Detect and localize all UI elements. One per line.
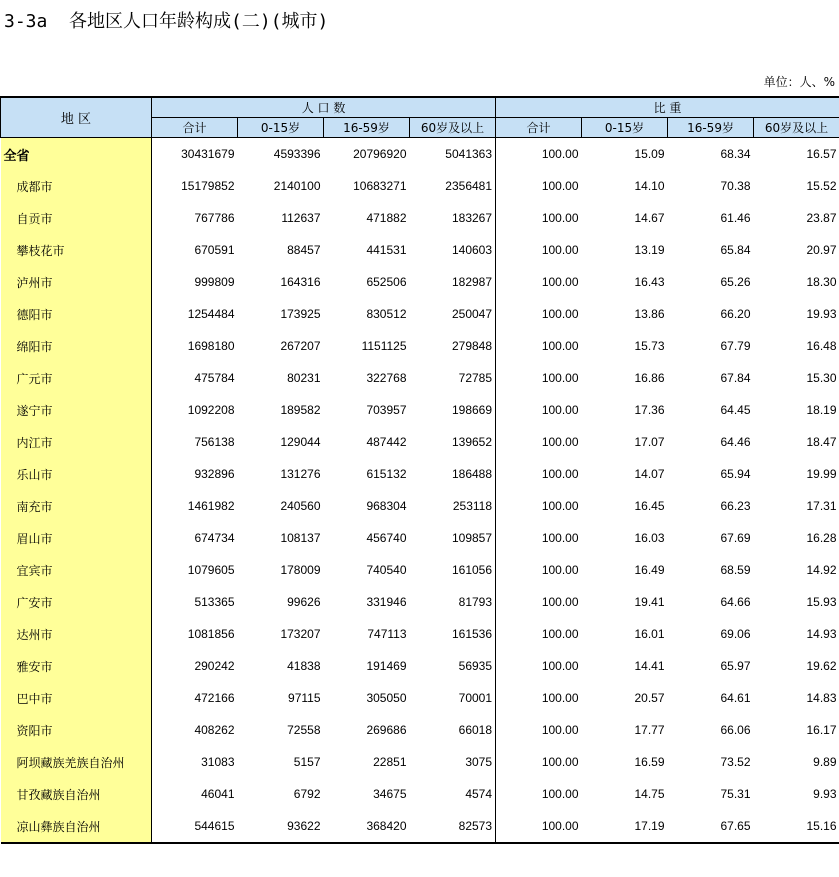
- cell-pop-60plus: 161536: [410, 618, 496, 650]
- cell-ratio-16-59: 69.06: [720, 627, 751, 641]
- cell-ratio-total: 100.00: [541, 467, 579, 481]
- cell-pop-16-59: 968304: [366, 499, 407, 513]
- population-table: [0, 96, 839, 844]
- cell-pop-60plus: 2356481: [410, 170, 496, 202]
- cell-ratio-16-59: 64.46: [720, 435, 751, 449]
- cell-ratio-0-15: 16.01: [634, 627, 665, 641]
- subheader-pop-16-59: 16-59岁: [324, 118, 410, 138]
- cell-ratio-16-59: 67.84: [720, 371, 751, 385]
- cell-pop-60plus: 253118: [410, 490, 496, 522]
- cell-ratio-60plus: 18.19: [806, 403, 837, 417]
- cell-ratio-total: 100.00: [541, 403, 579, 417]
- cell-ratio-total: 100.00: [541, 339, 579, 353]
- region-name: 宜宾市: [1, 554, 152, 586]
- cell-ratio-60plus: 15.93: [806, 595, 837, 609]
- region-name: 甘孜藏族自治州: [1, 778, 152, 810]
- cell-pop-0-15: 240560: [280, 499, 321, 513]
- cell-ratio-total: 100.00: [541, 147, 579, 161]
- cell-pop-0-15: 6792: [293, 787, 321, 801]
- cell-ratio-16-59: 64.45: [720, 403, 751, 417]
- cell-pop-0-15: 112637: [281, 211, 321, 225]
- cell-pop-0-15: 108137: [280, 531, 321, 545]
- region-name: 凉山彝族自治州: [1, 810, 152, 843]
- region-name: 绵阳市: [1, 330, 152, 362]
- table-row: [1, 650, 839, 682]
- cell-ratio-0-15: 14.41: [634, 659, 665, 673]
- cell-ratio-60plus: 19.99: [806, 467, 837, 481]
- cell-ratio-total: 100.00: [541, 723, 579, 737]
- cell-ratio-60plus: 23.87: [806, 211, 837, 225]
- cell-pop-16-59: 305050: [366, 691, 407, 705]
- table-body: [1, 138, 839, 844]
- subheader-ratio-total: 合计: [496, 118, 582, 138]
- cell-pop-16-59: 615132: [366, 467, 407, 481]
- cell-pop-0-15: 41838: [287, 659, 321, 673]
- table-row: [1, 266, 839, 298]
- region-name: 阿坝藏族羌族自治州: [1, 746, 152, 778]
- cell-pop-16-59: 322768: [366, 371, 407, 385]
- table-row: [1, 202, 839, 234]
- cell-ratio-0-15: 16.43: [634, 275, 665, 289]
- cell-pop-total: 1698180: [187, 339, 235, 353]
- cell-pop-0-15: 4593396: [273, 147, 321, 161]
- cell-pop-total: 674734: [194, 531, 235, 545]
- cell-pop-0-15: 131276: [280, 467, 321, 481]
- table-row: [1, 586, 839, 618]
- cell-ratio-16-59: 75.31: [720, 787, 751, 801]
- cell-ratio-16-59: 65.26: [720, 275, 751, 289]
- table-row: [1, 170, 839, 202]
- cell-ratio-16-59: 66.20: [720, 307, 751, 321]
- cell-ratio-total: 100.00: [541, 499, 579, 513]
- cell-ratio-0-15: 16.45: [634, 499, 665, 513]
- cell-pop-total: 290242: [194, 659, 235, 673]
- cell-ratio-60plus: 19.93: [806, 307, 837, 321]
- cell-ratio-60plus: 16.28: [806, 531, 837, 545]
- subheader-pop-0-15: 0-15岁: [238, 118, 324, 138]
- cell-pop-60plus: 70001: [410, 682, 496, 714]
- cell-pop-60plus: 5041363: [410, 138, 496, 171]
- cell-pop-total: 1461982: [187, 499, 235, 513]
- cell-pop-total: 31083: [201, 755, 235, 769]
- cell-ratio-0-15: 14.67: [634, 211, 665, 225]
- table-row: [1, 426, 839, 458]
- cell-ratio-total: 100.00: [541, 595, 579, 609]
- cell-pop-total: 30431679: [181, 147, 235, 161]
- cell-ratio-total: 100.00: [541, 211, 579, 225]
- cell-ratio-60plus: 15.16: [754, 810, 839, 843]
- cell-pop-total: 46041: [201, 787, 235, 801]
- cell-ratio-total: 100.00: [541, 371, 579, 385]
- cell-ratio-total: 100.00: [541, 563, 579, 577]
- table-header: [1, 97, 839, 138]
- table-row: [1, 778, 839, 810]
- cell-pop-0-15: 173925: [280, 307, 321, 321]
- cell-pop-total: 670591: [194, 243, 235, 257]
- cell-ratio-16-59: 61.46: [720, 211, 751, 225]
- cell-pop-0-15: 2140100: [273, 179, 321, 193]
- cell-ratio-total: 100.00: [541, 755, 579, 769]
- cell-pop-total: 544615: [152, 810, 238, 843]
- cell-pop-total: 1092208: [187, 403, 235, 417]
- table-row: [1, 362, 839, 394]
- cell-pop-0-15: 129044: [280, 435, 321, 449]
- cell-pop-60plus: 66018: [410, 714, 496, 746]
- cell-pop-60plus: 109857: [410, 522, 496, 554]
- table-row: [1, 522, 839, 554]
- cell-ratio-0-15: 19.41: [634, 595, 665, 609]
- cell-pop-60plus: 72785: [410, 362, 496, 394]
- cell-ratio-0-15: 16.03: [634, 531, 665, 545]
- cell-pop-60plus: 250047: [410, 298, 496, 330]
- region-header: 地 区: [1, 97, 152, 138]
- cell-ratio-0-15: 17.77: [634, 723, 665, 737]
- cell-pop-0-15: 173207: [280, 627, 321, 641]
- cell-ratio-60plus: 15.30: [806, 371, 837, 385]
- cell-pop-16-59: 331946: [366, 595, 407, 609]
- cell-pop-16-59: 747113: [367, 627, 407, 641]
- cell-ratio-16-59: 67.65: [668, 810, 754, 843]
- cell-ratio-0-15: 17.36: [634, 403, 665, 417]
- region-name: 德阳市: [1, 298, 152, 330]
- region-name: 内江市: [1, 426, 152, 458]
- cell-ratio-60plus: 14.92: [806, 563, 837, 577]
- cell-pop-60plus: 279848: [410, 330, 496, 362]
- cell-pop-60plus: 198669: [410, 394, 496, 426]
- cell-ratio-0-15: 16.59: [634, 755, 665, 769]
- cell-ratio-60plus: 17.31: [806, 499, 837, 513]
- cell-pop-16-59: 441531: [366, 243, 407, 257]
- cell-pop-total: 1079605: [187, 563, 235, 577]
- cell-pop-total: 999809: [194, 275, 235, 289]
- subheader-ratio-0-15: 0-15岁: [582, 118, 668, 138]
- cell-pop-0-15: 189582: [280, 403, 321, 417]
- cell-ratio-0-15: 17.07: [634, 435, 665, 449]
- subheader-pop-60plus: 60岁及以上: [410, 118, 496, 138]
- cell-ratio-60plus: 9.93: [813, 787, 837, 801]
- table-row: [1, 810, 839, 843]
- cell-ratio-0-15: 15.09: [634, 147, 665, 161]
- cell-pop-60plus: 3075: [410, 746, 496, 778]
- table-row: [1, 138, 839, 171]
- cell-ratio-16-59: 67.79: [720, 339, 751, 353]
- page-title: 3-3a 各地区人口年龄构成(二)(城市): [4, 11, 329, 32]
- cell-ratio-16-59: 66.06: [720, 723, 751, 737]
- cell-pop-16-59: 368420: [324, 810, 410, 843]
- region-name: 资阳市: [1, 714, 152, 746]
- cell-ratio-total: 100.00: [541, 435, 579, 449]
- table-row: [1, 458, 839, 490]
- cell-ratio-total: 100.00: [541, 627, 579, 641]
- cell-ratio-60plus: 15.52: [806, 179, 837, 193]
- table-row: [1, 394, 839, 426]
- cell-ratio-total: 100.00: [541, 179, 579, 193]
- cell-pop-0-15: 72558: [287, 723, 321, 737]
- cell-pop-total: 756138: [194, 435, 235, 449]
- subheader-ratio-60plus: 60岁及以上: [754, 118, 839, 138]
- region-name: 遂宁市: [1, 394, 152, 426]
- cell-pop-60plus: 4574: [410, 778, 496, 810]
- cell-ratio-total: 100.00: [541, 275, 579, 289]
- region-name: 广安市: [1, 586, 152, 618]
- cell-ratio-0-15: 16.86: [634, 371, 665, 385]
- cell-pop-0-15: 267207: [280, 339, 321, 353]
- cell-pop-16-59: 191469: [366, 659, 407, 673]
- cell-pop-16-59: 34675: [373, 787, 407, 801]
- cell-ratio-0-15: 16.49: [634, 563, 665, 577]
- cell-ratio-16-59: 64.61: [720, 691, 751, 705]
- cell-pop-total: 408262: [194, 723, 235, 737]
- cell-pop-16-59: 471882: [366, 211, 407, 225]
- region-name: 巴中市: [1, 682, 152, 714]
- cell-ratio-60plus: 18.47: [806, 435, 837, 449]
- cell-pop-16-59: 703957: [366, 403, 407, 417]
- cell-ratio-total: 100.00: [541, 787, 579, 801]
- cell-pop-total: 932896: [194, 467, 235, 481]
- cell-pop-16-59: 740540: [366, 563, 407, 577]
- cell-pop-60plus: 140603: [410, 234, 496, 266]
- region-name: 攀枝花市: [1, 234, 152, 266]
- cell-pop-0-15: 164316: [280, 275, 321, 289]
- cell-ratio-60plus: 9.89: [813, 755, 837, 769]
- table-row: [1, 490, 839, 522]
- cell-pop-0-15: 93622: [238, 810, 324, 843]
- cell-pop-60plus: 183267: [410, 202, 496, 234]
- cell-ratio-0-15: 14.75: [634, 787, 665, 801]
- region-name: 达州市: [1, 618, 152, 650]
- cell-pop-16-59: 487442: [366, 435, 407, 449]
- cell-pop-total: 15179852: [181, 179, 235, 193]
- cell-ratio-60plus: 20.97: [806, 243, 837, 257]
- cell-ratio-60plus: 16.17: [806, 723, 837, 737]
- cell-ratio-16-59: 66.23: [720, 499, 751, 513]
- table-row: [1, 746, 839, 778]
- region-name: 泸州市: [1, 266, 152, 298]
- table-row: [1, 330, 839, 362]
- cell-pop-0-15: 97115: [288, 691, 321, 705]
- table-row: [1, 682, 839, 714]
- cell-ratio-0-15: 14.07: [634, 467, 665, 481]
- cell-pop-60plus: 182987: [410, 266, 496, 298]
- region-name: 自贡市: [1, 202, 152, 234]
- cell-ratio-total: 100.00: [541, 691, 579, 705]
- cell-pop-0-15: 178009: [280, 563, 321, 577]
- cell-pop-60plus: 82573: [410, 810, 496, 843]
- cell-ratio-60plus: 18.30: [806, 275, 837, 289]
- region-name: 广元市: [1, 362, 152, 394]
- table-row: [1, 618, 839, 650]
- region-name: 全省: [1, 138, 152, 171]
- cell-pop-16-59: 10683271: [353, 179, 407, 193]
- cell-ratio-total: 100.00: [541, 659, 579, 673]
- subheader-ratio-16-59: 16-59岁: [668, 118, 754, 138]
- cell-ratio-60plus: 14.93: [806, 627, 837, 641]
- cell-ratio-0-15: 13.19: [634, 243, 665, 257]
- region-name: 雅安市: [1, 650, 152, 682]
- cell-pop-60plus: 186488: [410, 458, 496, 490]
- region-name: 眉山市: [1, 522, 152, 554]
- table-row: [1, 714, 839, 746]
- subheader-pop-total: 合计: [152, 118, 238, 138]
- cell-pop-total: 513365: [194, 595, 235, 609]
- cell-pop-16-59: 22851: [373, 755, 407, 769]
- cell-pop-60plus: 139652: [410, 426, 496, 458]
- cell-ratio-16-59: 73.52: [720, 755, 751, 769]
- cell-ratio-16-59: 65.97: [720, 659, 751, 673]
- cell-ratio-16-59: 68.59: [720, 563, 751, 577]
- cell-ratio-16-59: 64.66: [720, 595, 751, 609]
- cell-pop-16-59: 269686: [366, 723, 407, 737]
- cell-ratio-0-15: 20.57: [634, 691, 665, 705]
- cell-pop-0-15: 5157: [293, 755, 321, 769]
- cell-ratio-0-15: 17.19: [582, 810, 668, 843]
- cell-pop-60plus: 161056: [410, 554, 496, 586]
- cell-ratio-16-59: 68.34: [720, 147, 751, 161]
- cell-ratio-16-59: 70.38: [720, 179, 751, 193]
- cell-ratio-16-59: 65.84: [720, 243, 751, 257]
- cell-ratio-0-15: 13.86: [634, 307, 665, 321]
- region-name: 南充市: [1, 490, 152, 522]
- unit-label: 单位：人、%: [763, 75, 835, 89]
- table-row: [1, 234, 839, 266]
- cell-ratio-0-15: 14.10: [634, 179, 665, 193]
- ratio-group-header: 比 重: [496, 97, 839, 118]
- cell-ratio-total: 100.00: [541, 243, 579, 257]
- cell-pop-16-59: 1151125: [361, 339, 407, 353]
- cell-pop-16-59: 456740: [366, 531, 407, 545]
- cell-ratio-total: 100.00: [541, 531, 579, 545]
- cell-pop-16-59: 20796920: [353, 147, 407, 161]
- cell-ratio-60plus: 16.57: [806, 147, 837, 161]
- cell-ratio-60plus: 16.48: [806, 339, 837, 353]
- cell-pop-60plus: 56935: [410, 650, 496, 682]
- cell-ratio-total: 100.00: [541, 307, 579, 321]
- cell-ratio-16-59: 65.94: [720, 467, 751, 481]
- cell-pop-16-59: 830512: [366, 307, 407, 321]
- cell-pop-16-59: 652506: [366, 275, 407, 289]
- cell-pop-total: 475784: [194, 371, 235, 385]
- cell-ratio-total: 100.00: [496, 810, 582, 843]
- region-name: 乐山市: [1, 458, 152, 490]
- region-name: 成都市: [1, 170, 152, 202]
- cell-pop-60plus: 81793: [410, 586, 496, 618]
- cell-pop-total: 1254484: [187, 307, 235, 321]
- cell-ratio-60plus: 19.62: [806, 659, 837, 673]
- population-group-header: 人 口 数: [152, 97, 496, 118]
- cell-pop-0-15: 88457: [287, 243, 321, 257]
- table-row: [1, 554, 839, 586]
- cell-pop-0-15: 80231: [287, 371, 321, 385]
- cell-ratio-60plus: 14.83: [806, 691, 837, 705]
- cell-pop-total: 472166: [194, 691, 235, 705]
- cell-pop-0-15: 99626: [287, 595, 321, 609]
- cell-ratio-16-59: 67.69: [720, 531, 751, 545]
- cell-pop-total: 767786: [194, 211, 235, 225]
- cell-pop-total: 1081856: [187, 627, 235, 641]
- table-row: [1, 298, 839, 330]
- cell-ratio-0-15: 15.73: [634, 339, 665, 353]
